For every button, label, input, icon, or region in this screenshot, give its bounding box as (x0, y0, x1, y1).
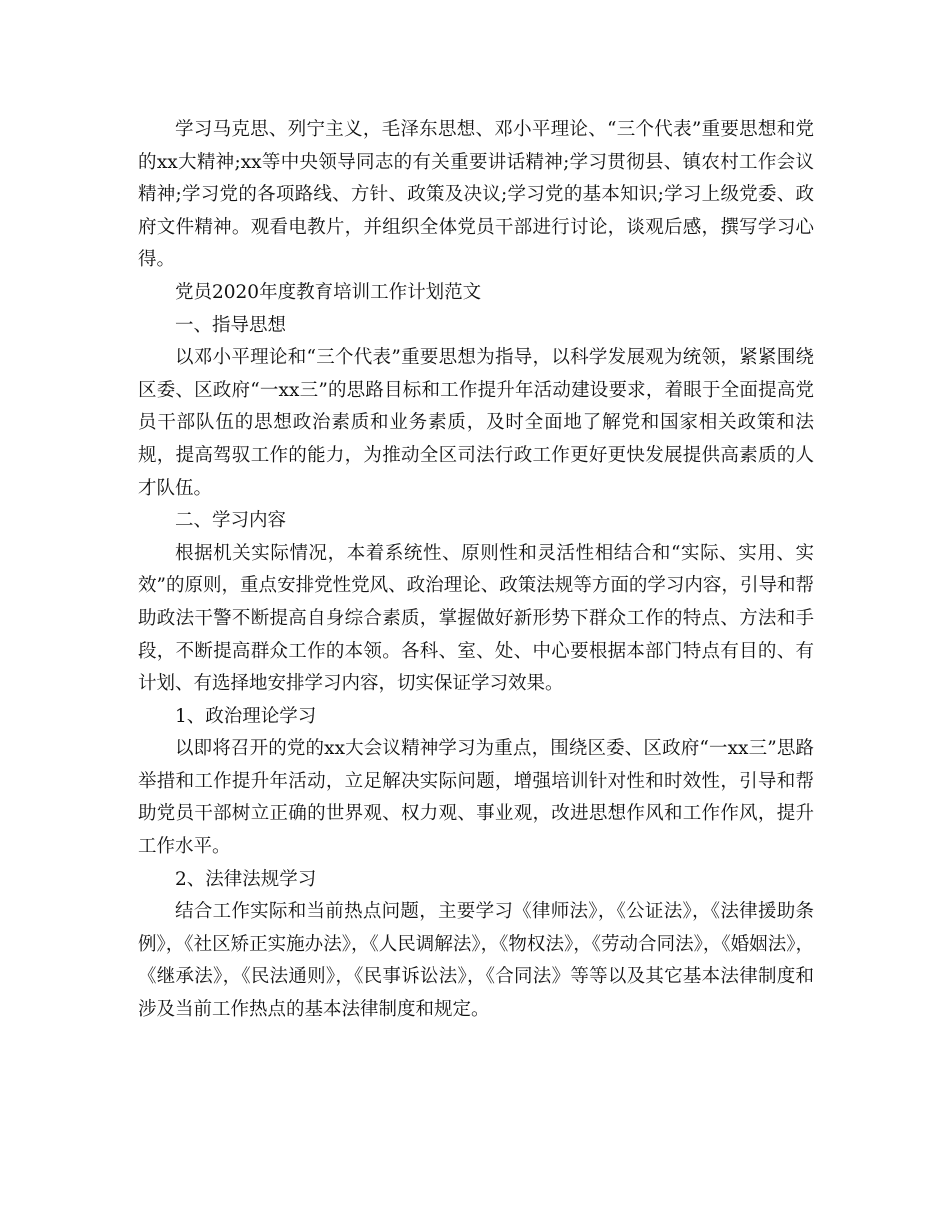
paragraph-study-intro: 学习马克思、列宁主义，毛泽东思想、邓小平理论、“三个代表”重要思想和党的xx大精神;xx等中央领导同志的有关重要讲话精神;学习贯彻县、镇农村工作会议精神;学习党的各项路线、方针、政策及决议;学习党的基本知识;学习上级党委、政府文件精神。观看电教片，并组织全体党员干部进行讨论，谈观后感，撰写学习心得。 (138, 119, 814, 271)
subsection-heading-political-theory: 1、政治理论学习 (175, 705, 317, 727)
document-title: 党员2020年度教育培训工作计划范文 (175, 281, 482, 303)
paragraph-political-theory: 以即将召开的党的xx大会议精神学习为重点，围绕区委、区政府“一xx三”思路举措和工作提升年活动，立足解决实际问题，增强培训针对性和时效性，引导和帮助党员干部树立正确的世界观、权力观、事业观，改进思想作风和工作作风，提升工作水平。 (138, 738, 814, 858)
paragraph-guiding-ideology: 以邓小平理论和“三个代表”重要思想为指导，以科学发展观为统领，紧紧围绕区委、区政府“一xx三”的思路目标和工作提升年活动建设要求，着眼于全面提高党员干部队伍的思想政治素质和业务素质，及时全面地了解党和国家相关政策和法规，提高驾驭工作的能力，为推动全区司法行政工作更好更快发展提供高素质的人才队伍。 (138, 347, 814, 499)
section-heading-study-content: 二、学习内容 (175, 510, 287, 532)
document-body (138, 114, 814, 1027)
paragraph-study-content: 根据机关实际情况，本着系统性、原则性和灵活性相结合和“实际、实用、实效”的原则，重点安排党性党风、政治理论、政策法规等方面的学习内容，引导和帮助政法干警不断提高自身综合素质，掌握做好新形势下群众工作的特点、方法和手段，不断提高群众工作的本领。各科、室、处、中心要根据本部门特点有目的、有计划、有选择地安排学习内容，切实保证学习效果。 (138, 542, 814, 695)
paragraph-laws-regulations: 结合工作实际和当前热点问题，主要学习《律师法》，《公证法》，《法律援助条例》，《社区矫正实施办法》，《人民调解法》，《物权法》，《劳动合同法》，《婚姻法》，《继承法》，《民法通则》，《民事诉讼法》，《合同法》等等以及其它基本法律制度和涉及当前工作热点的基本法律制度和规定。 (138, 901, 814, 1021)
subsection-heading-laws-regulations: 2、法律法规学习 (175, 868, 317, 890)
section-heading-guiding-ideology: 一、指导思想 (175, 314, 287, 336)
